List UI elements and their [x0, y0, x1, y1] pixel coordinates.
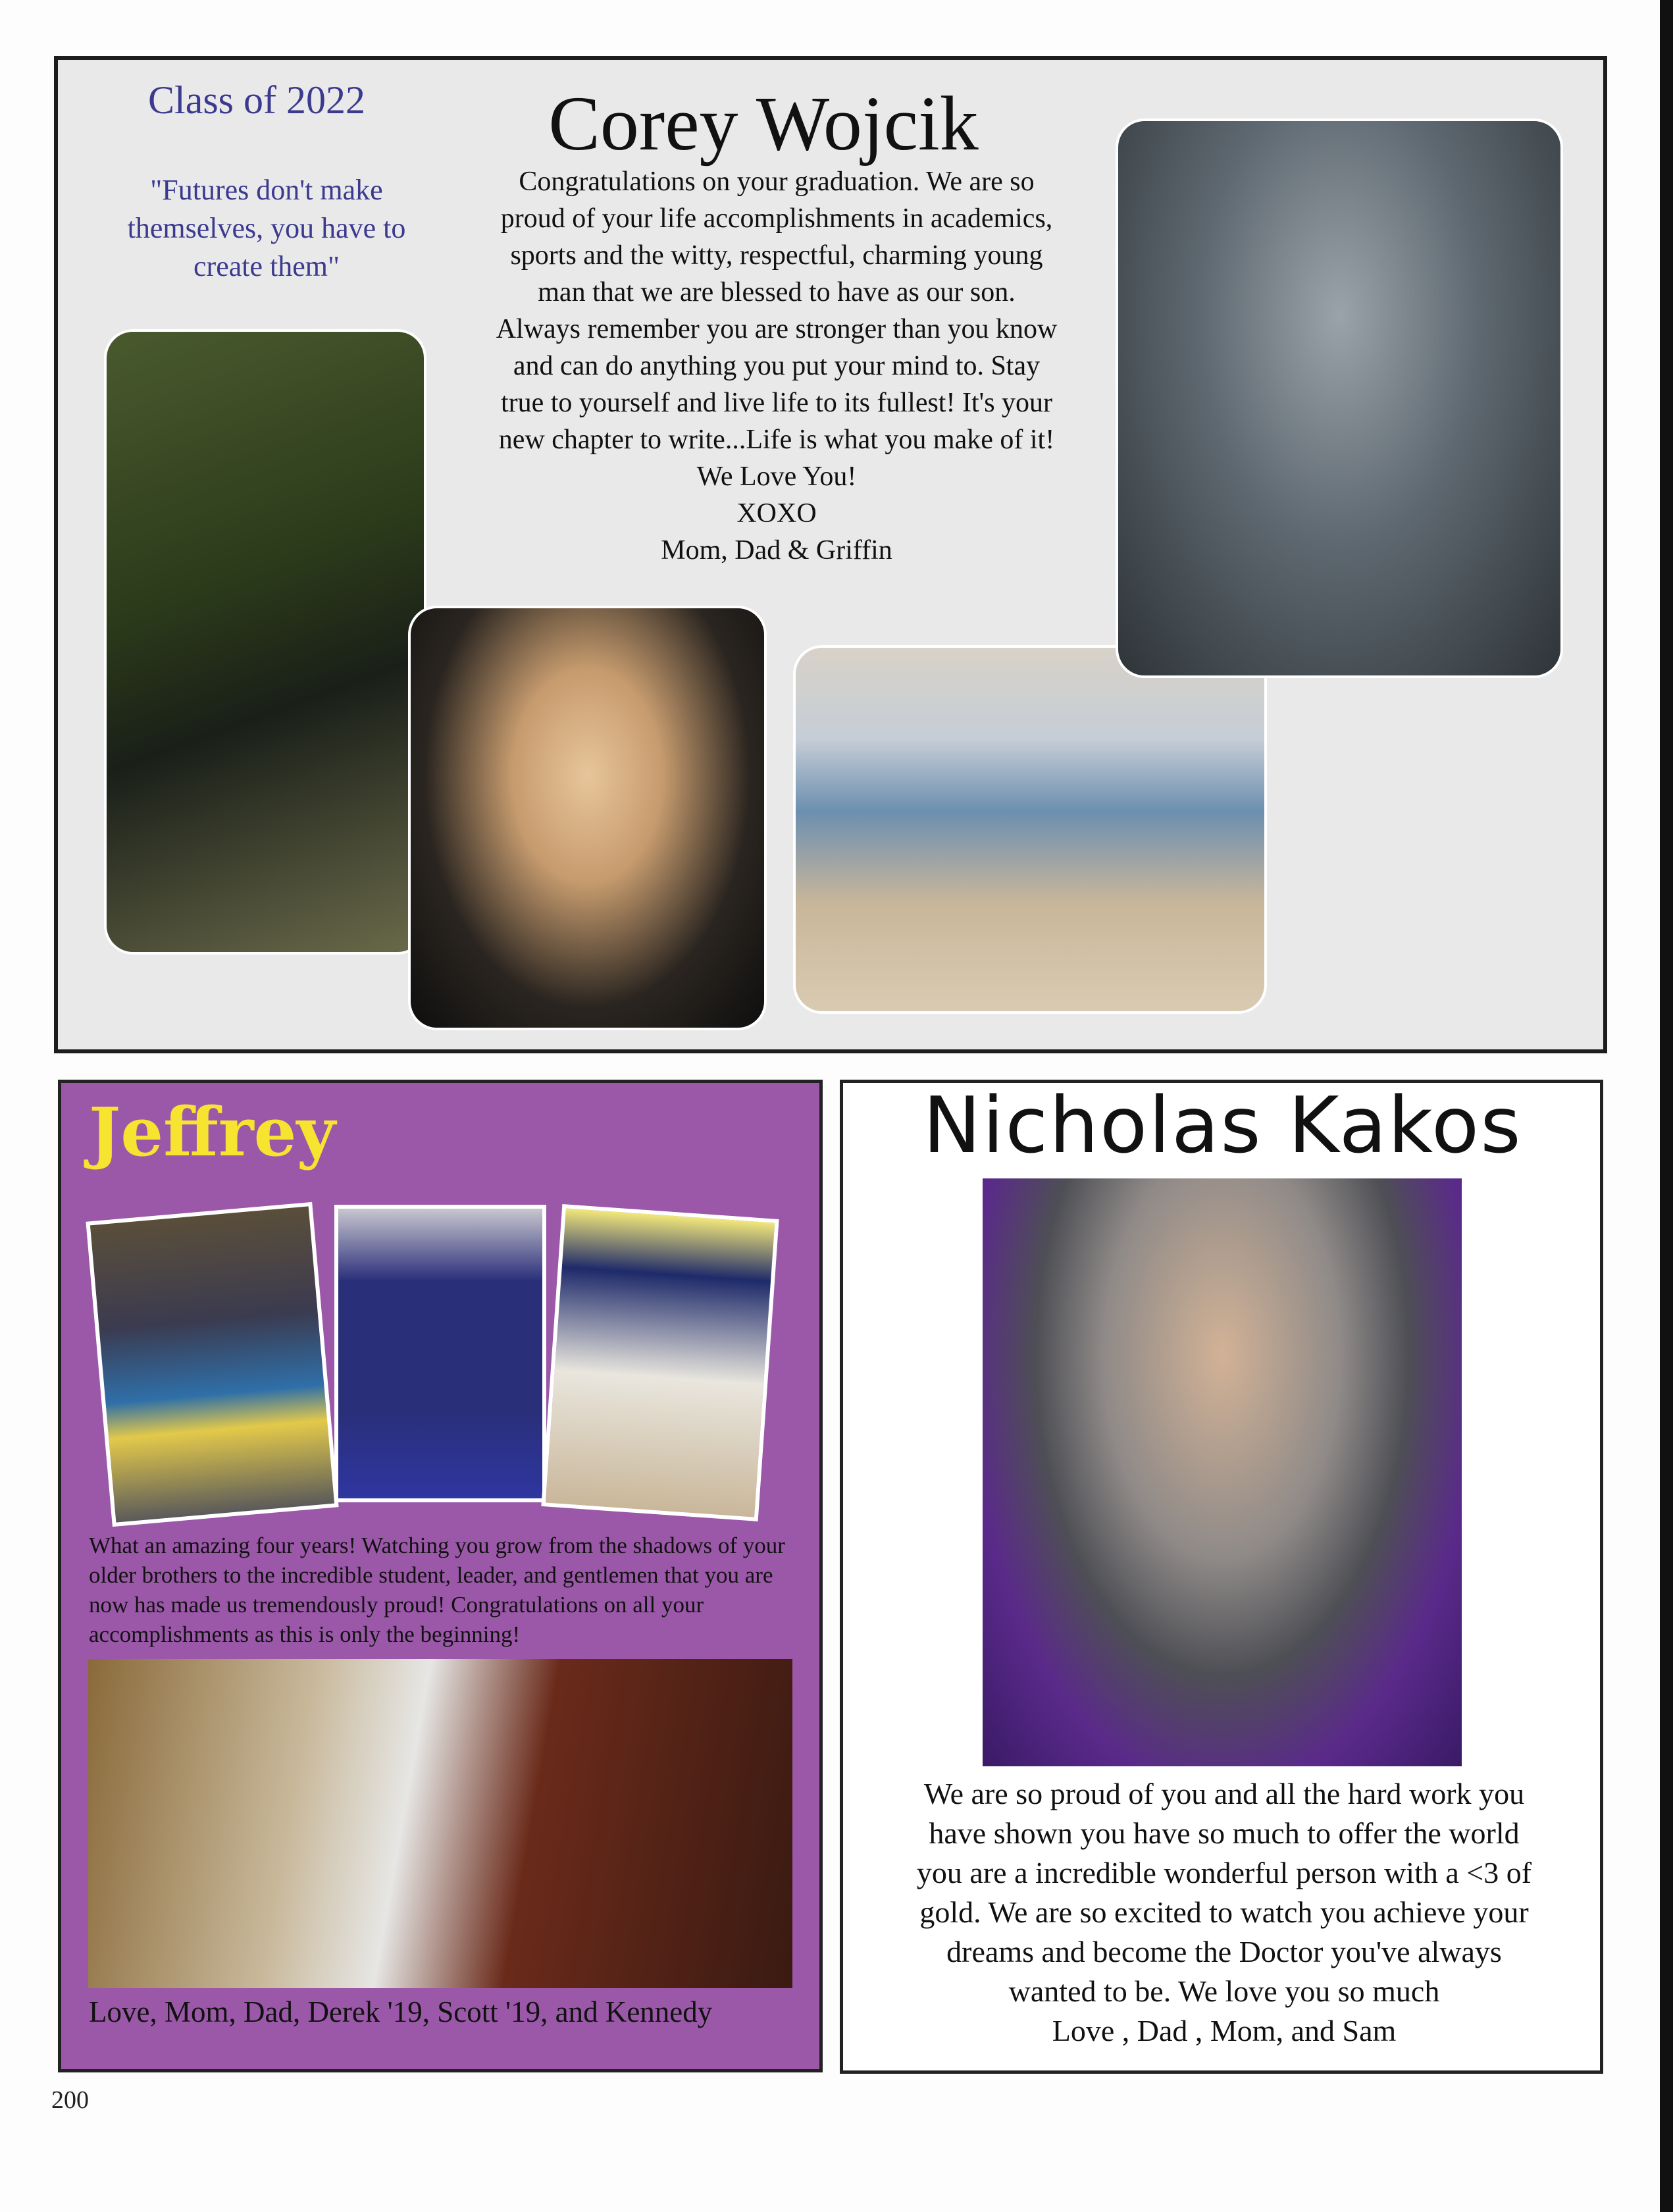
- corey-quote: "Futures don't make themselves, you have to create them": [127, 174, 406, 282]
- corey-message-line: Congratulations on your graduation. We are so: [519, 167, 1035, 197]
- nicholas-message-line: gold. We are so excited to watch you achieve your: [919, 1895, 1529, 1929]
- corey-message-line: We Love You!: [696, 461, 857, 492]
- corey-message-line: man that we are blessed to have as our son.: [538, 277, 1016, 307]
- jeffrey-honor-society-photo: [541, 1204, 779, 1521]
- nicholas-name-title: Nicholas Kakos: [923, 1080, 1522, 1171]
- nicholas-message-line: wanted to be. We love you so much: [1008, 1974, 1440, 2008]
- corey-message-line: true to yourself and live life to its fullest! It's your: [500, 388, 1053, 418]
- corey-bowling-photo: [793, 645, 1267, 1014]
- jeffrey-awards-photo: [334, 1205, 546, 1502]
- corey-karate-photo: [1116, 118, 1563, 678]
- corey-message-line: Always remember you are stronger than you know: [496, 314, 1058, 344]
- nicholas-message: [856, 1774, 1593, 2051]
- jeffrey-title: Jeffrey: [89, 1093, 336, 1172]
- class-of-label: Class of 2022: [148, 78, 365, 122]
- corey-suit-photo: [104, 329, 426, 955]
- corey-message-line: proud of your life accomplishments in academics,: [500, 203, 1053, 234]
- jeffrey-bridge-photo: [88, 1659, 792, 1988]
- jeffrey-wrestling-photo: [86, 1202, 338, 1527]
- nicholas-message-line: We are so proud of you and all the hard work you: [923, 1777, 1525, 1810]
- nicholas-graduation-photo: [983, 1178, 1462, 1766]
- corey-childhood-photo: [408, 606, 767, 1030]
- corey-message-line: sports and the witty, respectful, charming young: [510, 240, 1043, 271]
- corey-name-title: Corey Wojcik: [548, 80, 979, 167]
- corey-message-line: and can do anything you put your mind to. Stay: [513, 351, 1041, 381]
- corey-message-line: XOXO: [736, 498, 817, 529]
- page-number: 200: [51, 2086, 89, 2114]
- nicholas-message-line: Love , Dad , Mom, and Sam: [1052, 2014, 1397, 2047]
- corey-message: [454, 163, 1099, 569]
- corey-message-line: new chapter to write...Life is what you make of it!: [498, 425, 1055, 455]
- jeffrey-signature: Love, Mom, Dad, Derek '19, Scott '19, and Kennedy: [89, 1995, 713, 2028]
- nicholas-message-line: have shown you have so much to offer the world: [929, 1816, 1520, 1850]
- jeffrey-message: What an amazing four years! Watching you grow from the shadows of your older brothers to the incredible student, leader, and gentlemen that you are now has made us tremendously proud! Congratulations on all your accomplishments as this is only the beginning!: [89, 1533, 785, 1647]
- nicholas-message-line: dreams and become the Doctor you've always: [946, 1935, 1502, 1968]
- corey-message-line: Mom, Dad & Griffin: [661, 535, 892, 566]
- nicholas-message-line: you are a incredible wonderful person with a <3 of: [916, 1856, 1532, 1889]
- scan-edge-shadow: [1660, 0, 1673, 2212]
